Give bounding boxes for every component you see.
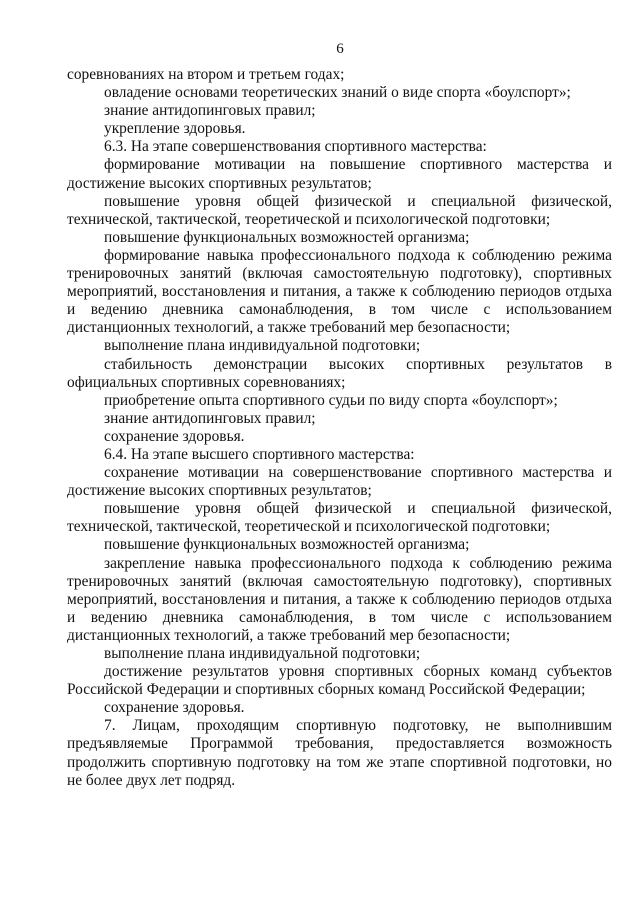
paragraph: выполнение плана индивидуальной подготовки;	[104, 337, 421, 355]
paragraph: укрепление здоровья.	[104, 120, 246, 138]
paragraph: сохранение здоровья.	[104, 427, 245, 445]
paragraph: повышение функциональных возможностей организма;	[104, 228, 470, 246]
numbered-paragraph: 7. Лицам, проходящим спортивную подготовку, не выполнившим предъявляемые Программой требования, предоставляется возможность продолжить спортивную подготовку на том же этапе спортивной подготовки, но не более двух лет подряд.	[67, 717, 612, 789]
section-heading: 6.3. На этапе совершенствования спортивного мастерства:	[104, 138, 487, 156]
paragraph: сохранение мотивации на совершенствование спортивного мастерства и достижение высоких спортивных результатов;	[67, 464, 612, 500]
paragraph: закрепление навыка профессионального подхода к соблюдению режима тренировочных занятий (включая самостоятельную подготовку), спортивных мероприятий, восстановления и питания, а также к соблюдению периодов отдыха и ведению дневника самонаблюдения, в том числе с использованием дистанционных технологий, а также требований мер безопасности;	[67, 554, 612, 644]
paragraph: знание антидопинговых правил;	[104, 102, 316, 120]
paragraph: формирование навыка профессионального подхода к соблюдению режима тренировочных занятий (включая самостоятельную подготовку), спортивных мероприятий, восстановления и питания, а также к соблюдению периодов отдыха и ведению дневника самонаблюдения, в том числе с использованием дистанционных технологий, а также требований мер безопасности;	[67, 246, 612, 337]
paragraph: овладение основами теоретических знаний о виде спорта «боулспорт»;	[104, 84, 571, 102]
paragraph: соревнованиях на втором и третьем годах;	[67, 66, 345, 83]
paragraph: знание антидопинговых правил;	[104, 409, 316, 427]
paragraph: повышение функциональных возможностей организма;	[104, 536, 470, 554]
document-body	[67, 66, 612, 790]
paragraph: повышение уровня общей физической и специальной физической, технической, тактической, теоретической и психологической подготовки;	[67, 500, 612, 536]
paragraph: выполнение плана индивидуальной подготовки;	[104, 645, 421, 662]
page-number: 6	[336, 41, 344, 57]
paragraph: повышение уровня общей физической и специальной физической, технической, тактической, теоретической и психологической подготовки;	[67, 192, 612, 228]
paragraph: стабильность демонстрации высоких спортивных результатов в официальных спортивных соревнованиях;	[67, 355, 612, 391]
paragraph: сохранение здоровья.	[104, 699, 245, 717]
paragraph: достижение результатов уровня спортивных сборных команд субъектов Российской Федерации и спортивных сборных команд Российской Федерации;	[67, 663, 612, 699]
paragraph: формирование мотивации на повышение спортивного мастерства и достижение высоких спортивных результатов;	[67, 156, 612, 192]
paragraph: приобретение опыта спортивного судьи по виду спорта «боулспорт»;	[104, 391, 558, 409]
section-heading: 6.4. На этапе высшего спортивного мастерства:	[104, 445, 415, 463]
